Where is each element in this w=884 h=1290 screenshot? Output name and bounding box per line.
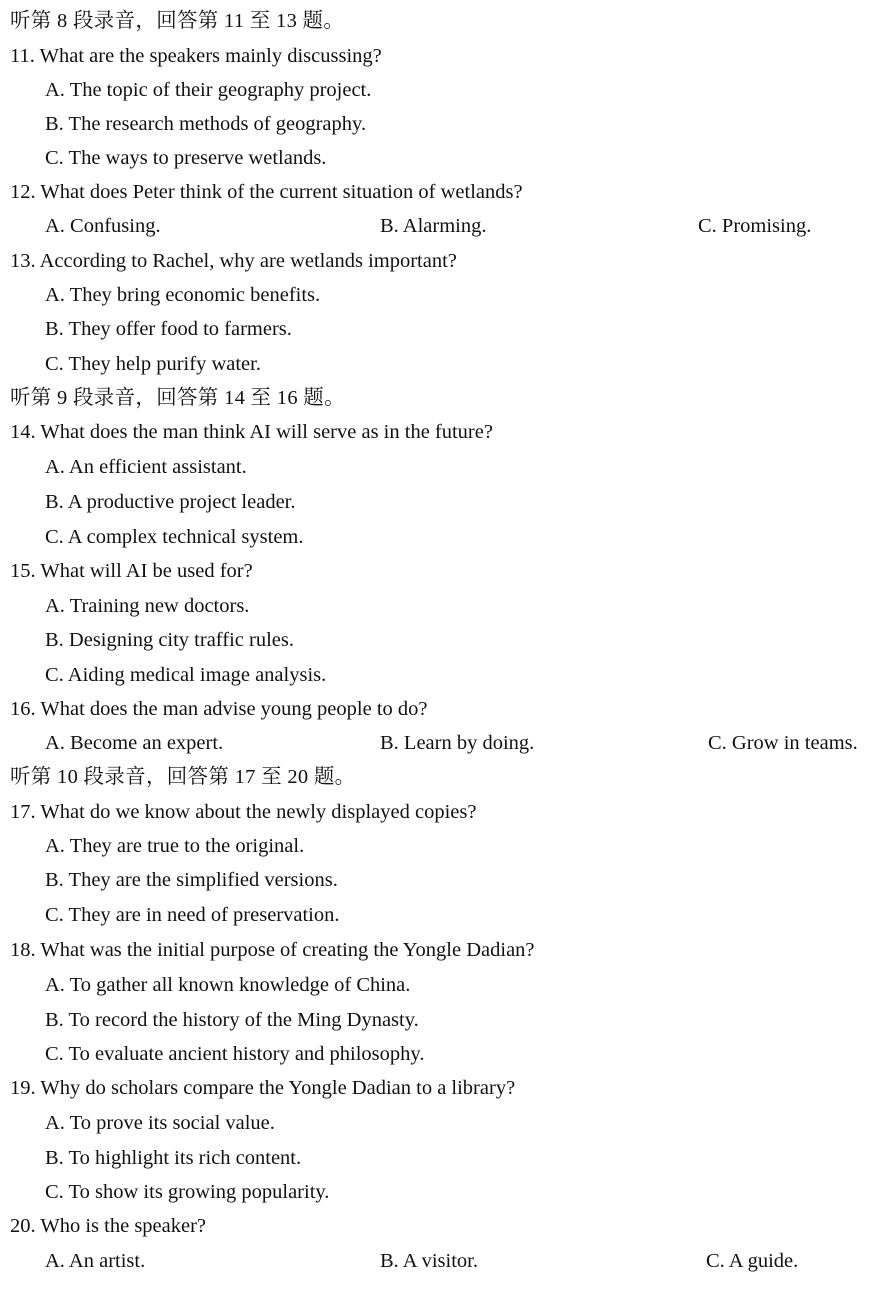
option-b: B. A productive project leader. [45, 491, 296, 513]
option-b: B. The research methods of geography. [45, 113, 367, 135]
question-stem: 15. What will AI be used for? [10, 560, 253, 582]
question-stem: 19. Why do scholars compare the Yongle Dadian to a library? [10, 1077, 516, 1099]
option-b: B. Alarming. [380, 215, 487, 237]
option-c: C. Grow in teams. [708, 732, 858, 754]
option-c: C. To show its growing popularity. [45, 1181, 330, 1203]
option-b: B. They are the simplified versions. [45, 869, 338, 891]
option-c: C. A complex technical system. [45, 526, 304, 548]
option-a: A. They bring economic benefits. [45, 284, 321, 306]
question-stem: 13. According to Rachel, why are wetlands important? [10, 250, 457, 272]
option-a: A. An efficient assistant. [45, 456, 247, 478]
option-c: C. They are in need of preservation. [45, 904, 340, 926]
option-b: B. Designing city traffic rules. [45, 629, 294, 651]
question-stem: 20. Who is the speaker? [10, 1215, 207, 1237]
option-a: A. The topic of their geography project. [45, 79, 372, 101]
option-b: B. They offer food to farmers. [45, 318, 292, 340]
option-b: B. To highlight its rich content. [45, 1147, 302, 1169]
option-a: A. Become an expert. [45, 732, 224, 754]
option-a: A. They are true to the original. [45, 835, 305, 857]
option-row [0, 726, 884, 760]
option-b: B. Learn by doing. [380, 732, 535, 754]
question-stem: 14. What does the man think AI will serve as in the future? [10, 421, 493, 443]
option-c: C. Promising. [698, 215, 812, 237]
option-c: C. They help purify water. [45, 353, 261, 375]
section-heading: 听第 9 段录音，回答第 14 至 16 题。 [10, 387, 345, 409]
option-c: C. To evaluate ancient history and philosophy. [45, 1043, 425, 1065]
question-stem: 17. What do we know about the newly displayed copies? [10, 801, 477, 823]
option-a: A. Confusing. [45, 215, 161, 237]
option-a: A. An artist. [45, 1250, 146, 1272]
option-a: A. To gather all known knowledge of China. [45, 974, 411, 996]
option-c: C. A guide. [706, 1250, 799, 1272]
option-c: C. The ways to preserve wetlands. [45, 147, 327, 169]
option-b: B. A visitor. [380, 1250, 478, 1272]
question-stem: 12. What does Peter think of the current situation of wetlands? [10, 181, 523, 203]
option-a: A. Training new doctors. [45, 595, 250, 617]
section-heading: 听第 8 段录音，回答第 11 至 13 题。 [10, 10, 345, 32]
option-a: A. To prove its social value. [45, 1112, 275, 1134]
option-c: C. Aiding medical image analysis. [45, 664, 327, 686]
option-row [0, 1244, 884, 1278]
section-heading: 听第 10 段录音，回答第 17 至 20 题。 [10, 766, 356, 788]
question-stem: 11. What are the speakers mainly discussing? [10, 45, 382, 67]
option-row [0, 209, 884, 243]
question-stem: 16. What does the man advise young people to do? [10, 698, 428, 720]
question-stem: 18. What was the initial purpose of creating the Yongle Dadian? [10, 939, 535, 961]
option-b: B. To record the history of the Ming Dynasty. [45, 1009, 419, 1031]
